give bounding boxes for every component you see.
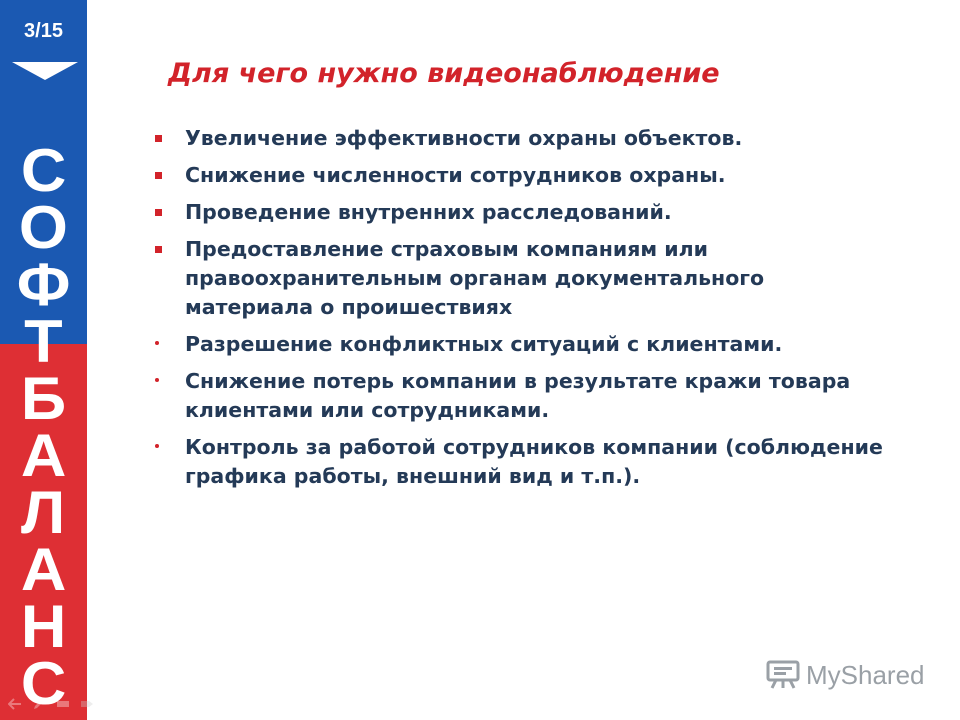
arrow-left-icon[interactable] <box>8 698 22 710</box>
brand-letter: А <box>20 536 67 603</box>
brand-letter: Н <box>20 593 67 660</box>
brand-letter: Л <box>21 479 66 546</box>
list-item <box>152 124 892 153</box>
slide-nav-toolbar <box>8 696 118 712</box>
bullet-list <box>152 124 892 499</box>
brand-letter: А <box>20 422 67 489</box>
brand-sidebar <box>0 0 87 720</box>
slide-title: Для чего нужно видеонаблюдение <box>168 58 720 89</box>
list-item-text: Проведение внутренних расследований. <box>185 200 672 224</box>
list-item-text: Контроль за работой сотрудников компании (соблюдение графика работы, внешний вид и т.п.). <box>185 435 883 488</box>
counter-arrow-icon <box>12 62 78 80</box>
brand-letter: С <box>20 137 67 204</box>
dot-bullet-icon <box>155 378 159 382</box>
square-bullet-icon <box>155 209 162 216</box>
list-item-text: Снижение численности сотрудников охраны. <box>185 163 726 187</box>
slide-counter: 3/15 <box>24 20 63 42</box>
square-bullet-icon <box>155 246 162 253</box>
brand-logo <box>0 137 87 717</box>
square-bullet-icon <box>155 172 162 179</box>
brand-letter: Ф <box>16 251 71 318</box>
list-item <box>152 330 892 359</box>
dot-bullet-icon <box>155 444 159 448</box>
watermark-text: MyShared <box>806 659 925 690</box>
list-item <box>152 161 892 190</box>
list-item <box>152 367 892 425</box>
myshared-logo-icon <box>766 660 800 690</box>
brand-letter: Б <box>20 365 67 432</box>
pencil-icon[interactable] <box>32 698 46 710</box>
square-bullet-icon <box>155 135 162 142</box>
list-item <box>152 235 892 322</box>
list-item-text: Предоставление страховым компаниям или правоохранительным органам документального материала о проишествиях <box>185 237 765 319</box>
list-item-text: Увеличение эффективности охраны объектов. <box>185 126 743 150</box>
highlighter-icon[interactable] <box>56 698 70 710</box>
dot-bullet-icon <box>155 341 159 345</box>
brand-letter: Т <box>24 308 63 375</box>
list-item-text: Разрешение конфликтных ситуаций с клиентами. <box>185 332 783 356</box>
list-item-text: Снижение потерь компании в результате кражи товара клиентами или сотрудниками. <box>185 369 851 422</box>
brand-letter: О <box>18 194 68 261</box>
myshared-watermark[interactable] <box>766 657 925 693</box>
menu-arrow-icon[interactable] <box>80 698 94 710</box>
list-item <box>152 433 892 491</box>
list-item <box>152 198 892 227</box>
brand-letter: С <box>20 650 67 717</box>
